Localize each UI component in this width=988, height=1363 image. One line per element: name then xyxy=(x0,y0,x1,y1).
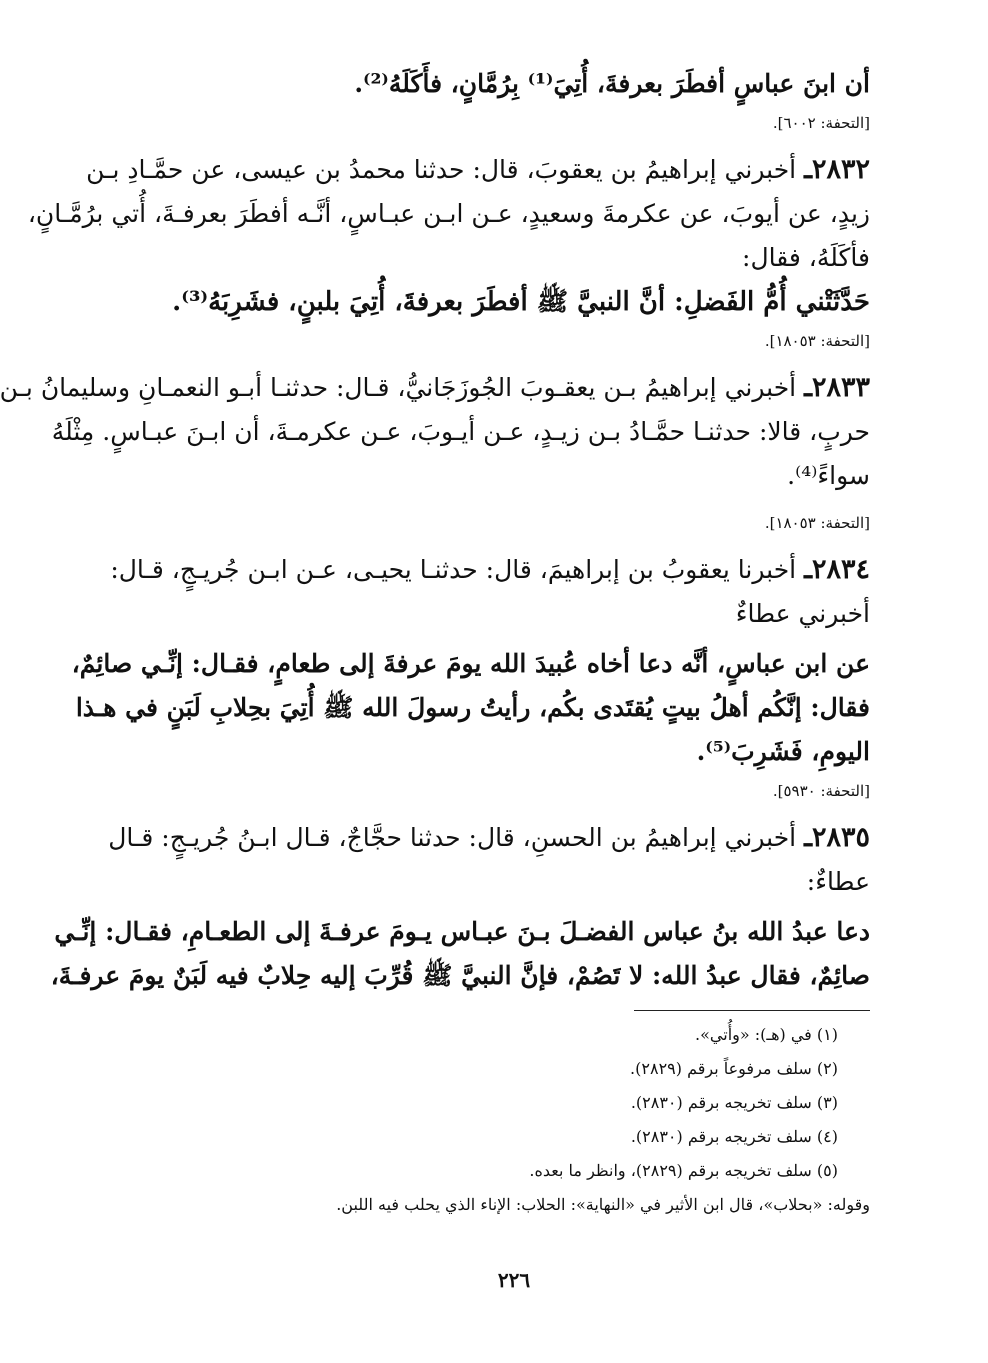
hadith-text: أخبرني إبراهيمُ بن الحسنِ، قال: حدثنا حجَّاجٌ، قـال ابـنُ جُريـجٍ: قـال xyxy=(108,823,797,852)
hadith-text: أخبرني إبراهيمُ بن يعقوبَ، قال: حدثنا محمدُ بن عيسى، عن حمَّـادِ بـن xyxy=(86,155,797,184)
hadith-line: سواءً⁽⁴⁾. xyxy=(787,461,870,490)
hadith-number: ٢٨٣٣ـ xyxy=(804,372,870,403)
footnote-divider xyxy=(634,1010,870,1011)
intro-block xyxy=(158,62,870,138)
hadith-text: أخبرنا يعقوبُ بن إبراهيمَ، قال: حدثنـا يحيـى، عـن ابـن جُريـجٍ، قـال: xyxy=(110,555,797,584)
footnote-5: (٥) سلف تخريجه برقم (٢٨٢٩)، وانظر ما بعده. xyxy=(529,1161,838,1180)
intro-text: أن ابنَ عباسٍ أفطَرَ بعرفةَ، أُتِيَ⁽¹⁾ بِرُمَّانٍ، فأَكَلَهُ⁽²⁾. xyxy=(354,69,870,98)
hadith-line: فأكَلَهُ، فقال: xyxy=(742,243,870,272)
hadith-line: عطاءٌ: xyxy=(806,867,870,896)
hadith-line: زيدٍ، عن أيوبَ، عن عكرمةَ وسعيدٍ، عـن ابـن عبـاسٍ، أنَّـه أفطَرَ بعرفـةَ، أُتي برُمَّـانٍ، xyxy=(27,199,870,228)
hadith-matn: حَدَّثَتْني أُمُّ الفَضلِ: أنَّ النبيَّ ﷺ أفطَرَ بعرفةَ، أُتِيَ بلبنٍ، فشَرِبَهُ⁽³⁾. xyxy=(172,287,870,317)
footnotes xyxy=(158,1018,870,1222)
hadith-line: حربٍ، قالا: حدثنـا حمَّـادُ بـن زيـدٍ، عـن أيـوبَ، عـن عكرمـةَ، أن ابـنَ عبـاسٍ. مِثْلَهُ xyxy=(51,417,870,446)
footnote-3: (٣) سلف تخريجه برقم (٢٨٣٠). xyxy=(630,1093,838,1112)
hadith-line xyxy=(110,548,870,592)
hadith-line xyxy=(86,148,870,192)
tuhfa-reference: [التحفة: ١٨٠٥٣]. xyxy=(764,514,870,532)
tuhfa-reference: [التحفة: ٦٠٠٢]. xyxy=(772,114,870,132)
hadith-number: ٢٨٣٥ـ xyxy=(804,822,870,853)
hadith-matn: صائِمٌ، فقال عبدُ الله: لا تَصُمْ، فإنَّ النبيَّ ﷺ قُرِّبَ إليه حِلابٌ فيه لَبَنٌ يومَ عرفـةَ، xyxy=(50,961,870,990)
footnote-2: (٢) سلف مرفوعاً برقم (٢٨٢٩). xyxy=(630,1059,838,1078)
hadith-2832 xyxy=(27,148,870,356)
hadith-text: أخبرني إبراهيمُ بـن يعقـوبَ الجُوزَجَانيُّ، قـال: حدثنـا أبـو النعمـانِ وسليمانُ بـن xyxy=(0,373,797,402)
hadith-matn: عن ابن عباسٍ، أنَّه دعا أخاه عُبيدَ الله يومَ عرفةَ إلى طعامٍ، فقـال: إنِّـي صائِمٌ، xyxy=(71,649,870,678)
tuhfa-reference: [التحفة: ١٨٠٥٣]. xyxy=(764,332,870,350)
footnote-4: (٤) سلف تخريجه برقم (٢٨٣٠). xyxy=(630,1127,838,1146)
hadith-number: ٢٨٣٢ـ xyxy=(804,154,870,185)
hadith-line: أخبرني عطاءٌ xyxy=(735,599,870,628)
tuhfa-reference: [التحفة: ٥٩٣٠]. xyxy=(772,782,870,800)
hadith-matn: فقال: إنَّكُم أهلُ بيتٍ يُقتَدى بكُم، رأيتُ رسولَ الله ﷺ أُتِيَ بحِلابِ لَبَنٍ في هـذا xyxy=(75,693,870,722)
hadith-line xyxy=(108,816,870,860)
hadith-number: ٢٨٣٤ـ xyxy=(804,554,870,585)
hadith-2835 xyxy=(50,816,870,998)
hadith-matn: اليومِ، فَشَرِبَ⁽⁵⁾. xyxy=(696,737,870,766)
footnote-5-continuation: وقوله: «بحلاب»، قال ابن الأثير في «النهاية»: الحلاب: الإناء الذي يحلب فيه اللبن. xyxy=(336,1195,870,1214)
hadith-2833 xyxy=(0,366,870,538)
page-number: ٢٢٦ xyxy=(497,1268,531,1292)
hadith-2834 xyxy=(71,548,870,806)
hadith-matn: دعا عبدُ الله بنُ عباس الفضـلَ بـنَ عبـاس يـومَ عرفـةَ إلى الطعـامِ، فقـال: إنِّـي xyxy=(54,917,870,946)
hadith-line xyxy=(0,366,870,410)
footnote-1: (١) في (هـ): «وأُتي». xyxy=(695,1025,838,1044)
